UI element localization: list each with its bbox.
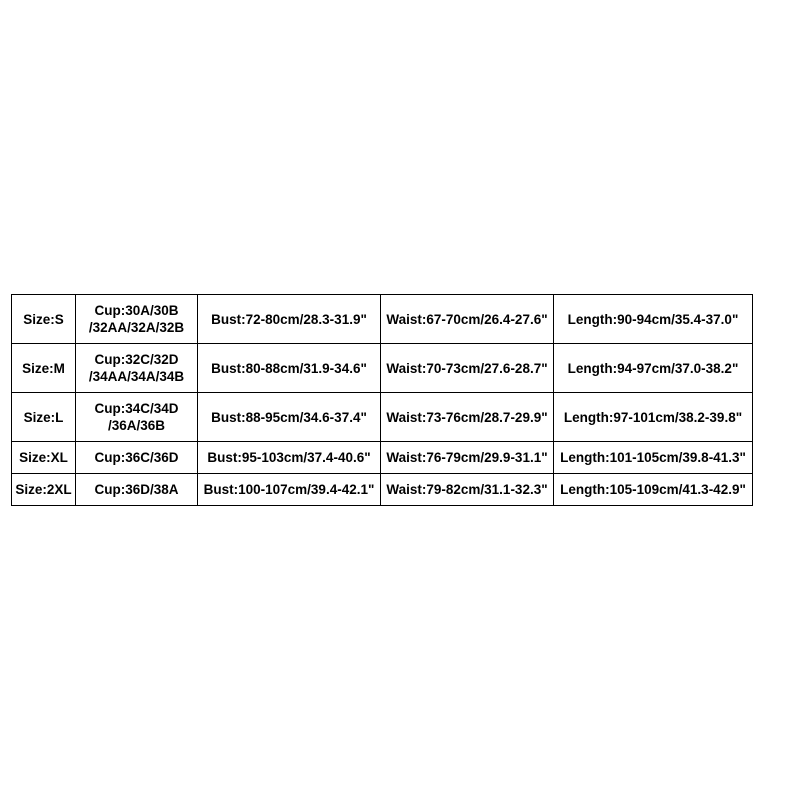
cup-cell (76, 344, 198, 393)
size-cell: Size:M (12, 344, 76, 393)
waist-cell: Waist:76-79cm/29.9-31.1" (381, 442, 554, 474)
waist-cell: Waist:73-76cm/28.7-29.9" (381, 393, 554, 442)
bust-cell: Bust:88-95cm/34.6-37.4" (198, 393, 381, 442)
cup-line: /34AA/34A/34B (88, 369, 185, 384)
length-cell: Length:105-109cm/41.3-42.9" (554, 474, 753, 506)
bust-cell: Bust:95-103cm/37.4-40.6" (198, 442, 381, 474)
cup-cell (76, 474, 198, 506)
length-cell: Length:94-97cm/37.0-38.2" (554, 344, 753, 393)
length-cell: Length:101-105cm/39.8-41.3" (554, 442, 753, 474)
cup-cell (76, 393, 198, 442)
waist-cell: Waist:79-82cm/31.1-32.3" (381, 474, 554, 506)
size-row-2xl (12, 474, 753, 506)
waist-cell: Waist:70-73cm/27.6-28.7" (381, 344, 554, 393)
bust-cell: Bust:72-80cm/28.3-31.9" (198, 295, 381, 344)
size-row-l (12, 393, 753, 442)
length-cell: Length:90-94cm/35.4-37.0" (554, 295, 753, 344)
cup-line: Cup:32C/32D (94, 352, 179, 367)
size-row-s (12, 295, 753, 344)
size-row-m (12, 344, 753, 393)
cup-line: Cup:36C/36D (94, 450, 179, 465)
cup-line: /36A/36B (107, 418, 166, 433)
bust-cell: Bust:80-88cm/31.9-34.6" (198, 344, 381, 393)
cup-cell (76, 442, 198, 474)
size-cell: Size:S (12, 295, 76, 344)
size-cell: Size:XL (12, 442, 76, 474)
cup-cell (76, 295, 198, 344)
cup-line: Cup:36D/38A (94, 482, 179, 497)
length-cell: Length:97-101cm/38.2-39.8" (554, 393, 753, 442)
size-cell: Size:L (12, 393, 76, 442)
cup-line: Cup:34C/34D (94, 401, 179, 416)
size-chart-table (11, 294, 753, 506)
size-cell: Size:2XL (12, 474, 76, 506)
size-row-xl (12, 442, 753, 474)
cup-line: Cup:30A/30B (94, 303, 179, 318)
cup-line: /32AA/32A/32B (88, 320, 185, 335)
bust-cell: Bust:100-107cm/39.4-42.1" (198, 474, 381, 506)
waist-cell: Waist:67-70cm/26.4-27.6" (381, 295, 554, 344)
